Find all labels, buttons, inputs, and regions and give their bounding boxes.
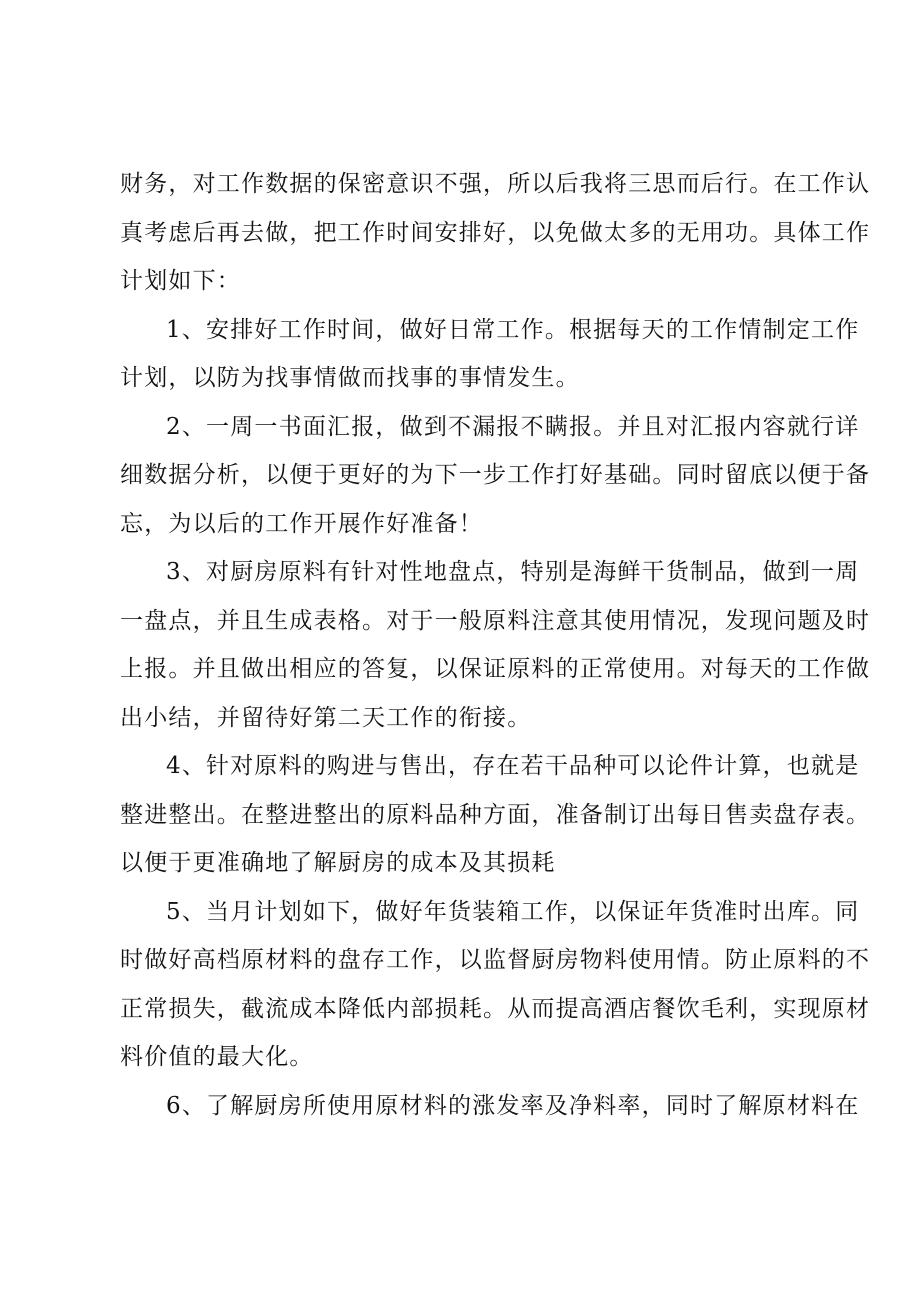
- text-line: 以便于更准确地了解厨房的成本及其损耗: [120, 850, 556, 876]
- text-line: 整进整出。在整进整出的原料品种方面，准备制订出每日售卖盘存表。: [120, 801, 871, 828]
- text-line: 计划如下：: [120, 268, 241, 294]
- text-line: 上报。并且做出相应的答复，以保证原料的正常使用。对每天的工作做: [120, 656, 871, 682]
- text-line: 出小结，并留待好第二天工作的衔接。: [120, 704, 532, 731]
- paragraph-item-3: [120, 548, 871, 742]
- text-line: 时做好高档原材料的盘存工作，以监督厨房物料使用情。防止原料的不: [120, 947, 871, 973]
- text-line: 真考虑后再去做，把工作时间安排好，以免做太多的无用功。具体工作: [120, 219, 871, 246]
- text-line: 料价值的最大化。: [120, 1044, 314, 1070]
- paragraph-item-5: [120, 888, 871, 1082]
- text-line: 正常损失，截流成本降低内部损耗。从而提高酒店餐饮毛利，实现原材: [120, 995, 871, 1022]
- text-line: 计划，以防为找事情做而找事的事情发生。: [120, 365, 580, 391]
- paragraph-item-1: [120, 306, 860, 403]
- document-body: [120, 160, 871, 1130]
- text-line: 4、针对原料的购进与售出，存在若干品种可以论件计算，也就是: [166, 753, 860, 779]
- text-line: 5、当月计划如下，做好年货装箱工作，以保证年货准时出库。同: [166, 898, 860, 925]
- text-line: 6、了解厨房所使用原材料的涨发率及净料率，同时了解原材料在: [166, 1092, 860, 1119]
- text-line: 2、一周一书面汇报，做到不漏报不瞒报。并且对汇报内容就行详: [166, 413, 860, 440]
- text-line: 1、安排好工作时间，做好日常工作。根据每天的工作情制定工作: [166, 316, 860, 343]
- paragraph-item-4: [120, 742, 871, 888]
- text-line: 一盘点，并且生成表格。对于一般原料注意其使用情况，发现问题及时: [120, 607, 871, 634]
- paragraph-intro: [120, 160, 871, 306]
- text-line: 3、对厨房原料有针对性地盘点，特别是海鲜干货制品，做到一周: [166, 559, 860, 585]
- text-line: 细数据分析，以便于更好的为下一步工作打好基础。同时留底以便于备: [120, 462, 871, 488]
- text-line: 财务，对工作数据的保密意识不强，所以后我将三思而后行。在工作认: [120, 171, 871, 197]
- paragraph-item-6: [120, 1082, 860, 1131]
- paragraph-item-2: [120, 403, 871, 549]
- text-line: 忘，为以后的工作开展作好准备！: [120, 510, 483, 537]
